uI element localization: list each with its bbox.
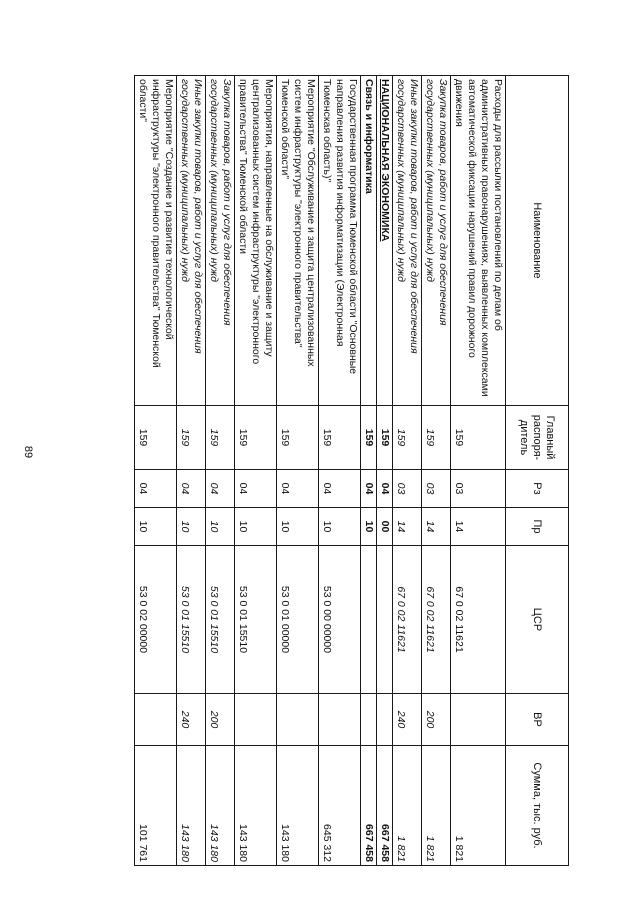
cell-pr: 10 [177,508,206,546]
cell-name: Государственная программа Тюменской области "Основные направления развития информатизации (Электронная Тюменская область)" [319,76,361,406]
header-rz: Рз [506,470,569,508]
cell-vr [377,694,393,746]
cell-sum: 1 821 [393,746,422,866]
cell-vr [319,694,361,746]
cell-vr: 200 [206,694,235,746]
header-grbs: Главный распоря-дитель [506,406,569,470]
cell-csr [377,546,393,694]
cell-sum: 143 180 [206,746,235,866]
cell-csr: 53 0 01 15510 [206,546,235,694]
cell-sum: 667 458 [377,746,393,866]
cell-rz: 04 [206,470,235,508]
cell-pr: 10 [319,508,361,546]
cell-name: Закупка товаров, работ и услуг для обеспечения государственных (муниципальных) нужд [206,76,235,406]
cell-grbs: 159 [135,406,177,470]
cell-rz: 03 [393,470,422,508]
cell-csr: 67 0 02 11621 [422,546,451,694]
cell-pr: 10 [135,508,177,546]
table-row [393,76,422,866]
header-vr: ВР [506,694,569,746]
rotated-table-wrapper [89,75,569,865]
cell-name: Мероприятие "Обслуживание и защита централизованных систем инфраструктуры "электронного правительства" Тюменской области" [277,76,319,406]
cell-sum: 143 180 [177,746,206,866]
cell-pr: 10 [361,508,377,546]
cell-grbs: 159 [393,406,422,470]
cell-grbs: 159 [177,406,206,470]
cell-grbs: 159 [277,406,319,470]
cell-sum: 143 180 [235,746,277,866]
cell-grbs: 159 [235,406,277,470]
cell-vr: 240 [393,694,422,746]
table-row [277,76,319,866]
cell-vr [451,694,506,746]
cell-rz: 04 [319,470,361,508]
cell-grbs: 159 [377,406,393,470]
cell-grbs: 159 [422,406,451,470]
cell-name: НАЦИОНАЛЬНАЯ ЭКОНОМИКА [377,76,393,406]
cell-name: Мероприятия, направленные на обслуживание и защиту централизованных систем инфраструктуры "электронного правительства" Тюменской области [235,76,277,406]
table-row [177,76,206,866]
header-name: Наименование [506,76,569,406]
cell-name: Расходы для рассылки постановлений по делам об административных правонарушениях, выявленных комплексами автоматической фиксации нарушений правил дорожного движения [451,76,506,406]
cell-csr: 53 0 01 00000 [277,546,319,694]
cell-vr [235,694,277,746]
cell-grbs: 159 [319,406,361,470]
header-sum: Сумма, тыс. руб. [506,746,569,866]
table-row [361,76,377,866]
header-pr: Пр [506,508,569,546]
cell-rz: 04 [235,470,277,508]
cell-rz: 04 [277,470,319,508]
table-row [135,76,177,866]
cell-sum: 667 458 [361,746,377,866]
cell-vr [361,694,377,746]
cell-rz: 04 [135,470,177,508]
cell-rz: 04 [177,470,206,508]
cell-vr: 240 [177,694,206,746]
cell-pr: 14 [393,508,422,546]
cell-rz: 04 [377,470,393,508]
cell-csr: 67 0 02 11621 [451,546,506,694]
header-csr: ЦСР [506,546,569,694]
cell-name: Иные закупки товаров, работ и услуг для обеспечения государственных (муниципальных) нужд [177,76,206,406]
cell-sum: 1 821 [422,746,451,866]
cell-name: Закупка товаров, работ и услуг для обеспечения государственных (муниципальных) нужд [422,76,451,406]
cell-csr: 53 0 01 15510 [235,546,277,694]
budget-table [134,75,569,866]
table-row [422,76,451,866]
cell-pr: 00 [377,508,393,546]
cell-pr: 10 [277,508,319,546]
cell-sum: 1 821 [451,746,506,866]
cell-rz: 04 [361,470,377,508]
cell-grbs: 159 [206,406,235,470]
cell-sum: 101 761 [135,746,177,866]
page-number: 89 [22,445,34,459]
cell-sum: 143 180 [277,746,319,866]
table-row [235,76,277,866]
table-body [135,76,506,866]
cell-csr: 53 0 01 15510 [177,546,206,694]
cell-vr: 200 [422,694,451,746]
cell-name: Иные закупки товаров, работ и услуг для обеспечения государственных (муниципальных) нужд [393,76,422,406]
cell-name: Мероприятие "Создание и развитие технологической инфраструктуры "электронного правительства" Тюменской области" [135,76,177,406]
table-header-row [506,76,569,866]
cell-pr: 14 [422,508,451,546]
cell-grbs: 159 [361,406,377,470]
cell-csr: 53 0 00 00000 [319,546,361,694]
table-row [377,76,393,866]
cell-vr [277,694,319,746]
cell-grbs: 159 [451,406,506,470]
cell-rz: 03 [451,470,506,508]
table-row [206,76,235,866]
table-row [319,76,361,866]
cell-pr: 10 [235,508,277,546]
cell-pr: 14 [451,508,506,546]
cell-rz: 03 [422,470,451,508]
cell-csr: 67 0 02 11621 [393,546,422,694]
cell-sum: 645 312 [319,746,361,866]
cell-csr [361,546,377,694]
cell-csr: 53 0 02 00000 [135,546,177,694]
cell-vr [135,694,177,746]
table-row [451,76,506,866]
cell-pr: 10 [206,508,235,546]
cell-name: Связь и информатика [361,76,377,406]
